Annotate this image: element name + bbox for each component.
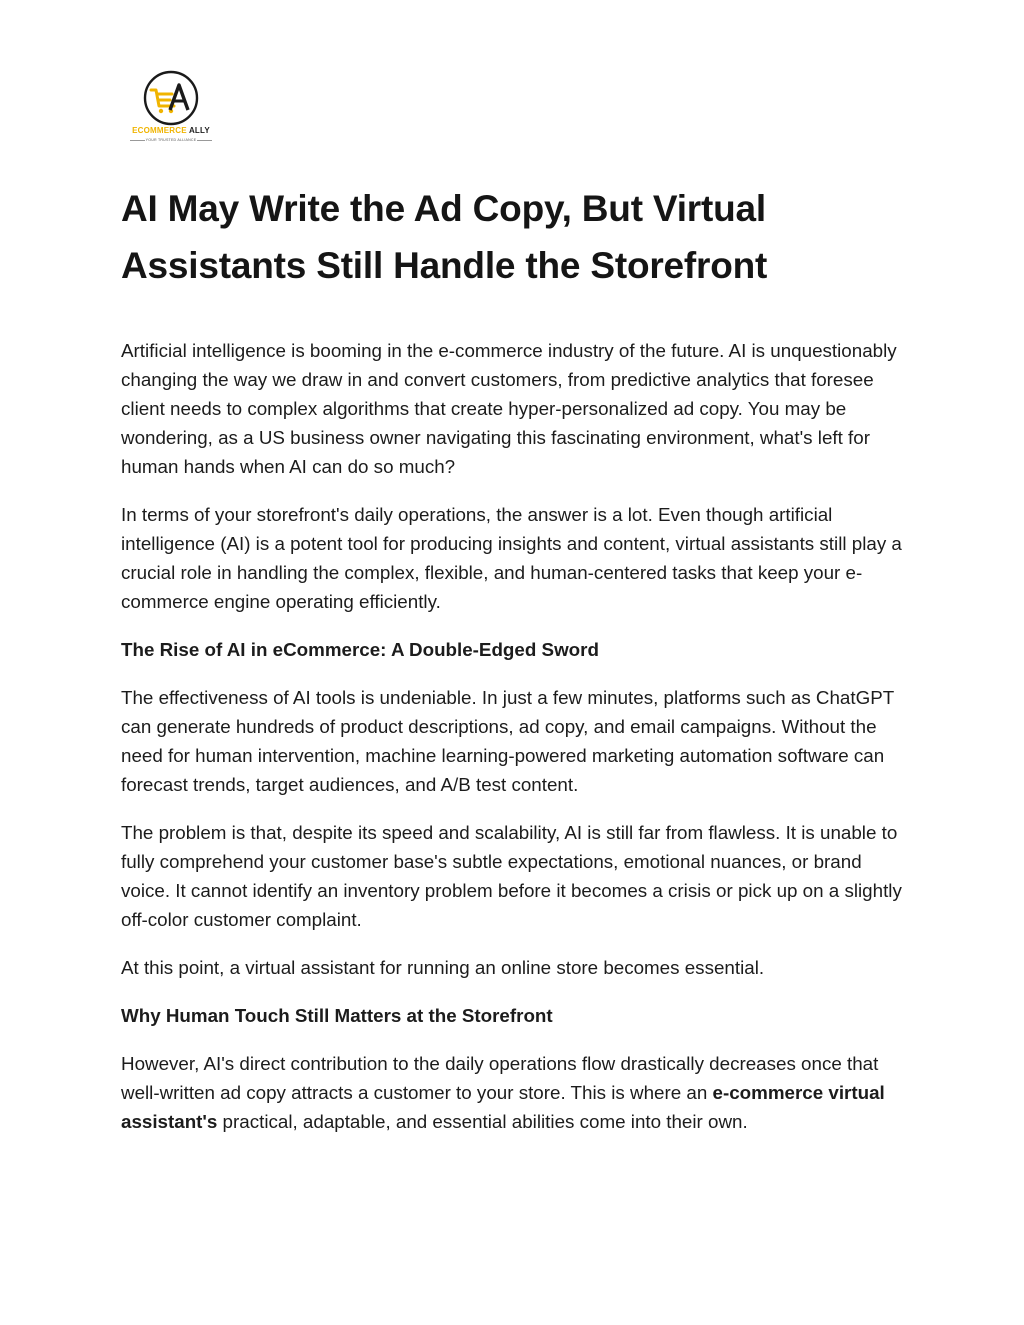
article-title: AI May Write the Ad Copy, But Virtual Assistants Still Handle the Storefront (121, 188, 768, 286)
article (121, 180, 911, 1155)
paragraph-human-touch-text-2: practical, adaptable, and essential abilities come into their own. (217, 1111, 748, 1132)
logo-tagline: YOUR TRUSTED ALLIANCE (145, 138, 197, 142)
section-heading-rise-of-ai: The Rise of AI in eCommerce: A Double-Edged Sword (121, 639, 599, 660)
logo-wordmark-part2: ALLY (188, 126, 210, 135)
paragraph-intro: Artificial intelligence is booming in the e-commerce industry of the future. AI is unquestionably changing the way we draw in and convert customers, from predictive analytics that foresee client needs to complex algorithms that create hyper-personalized ad copy. You may be wondering, as a US business owner navigating this fascinating environment, what's left for human hands when AI can do so much? (121, 340, 897, 477)
section-heading-human-touch: Why Human Touch Still Matters at the Storefront (121, 1005, 553, 1026)
logo-divider-right (197, 140, 212, 141)
paragraph-virtual-assistant: At this point, a virtual assistant for running an online store becomes essential. (121, 957, 765, 978)
paragraph-ai-effectiveness: The effectiveness of AI tools is undeniable. In just a few minutes, platforms such as ChatGPT can generate hundreds of product descriptions, ad copy, and email campaigns. Without the need for human intervention, machine learning-powered marketing automation software can forecast trends, target audiences, and A/B test content. (121, 687, 894, 795)
bold-link-text: e-commerce virtual assistant's (121, 1082, 885, 1132)
cart-logo-icon (128, 70, 214, 126)
logo-wordmark (128, 126, 214, 135)
company-logo (128, 70, 214, 146)
paragraph-operations: In terms of your storefront's daily operations, the answer is a lot. Even though artificial intelligence (AI) is a potent tool for producing insights and content, virtual assistants still play a crucial role in handling the complex, flexible, and human-centered tasks that keep your e-commerce engine operating efficiently. (121, 504, 902, 612)
paragraph-ai-problem: The problem is that, despite its speed and scalability, AI is still far from flawless. It is unable to fully comprehend your customer base's subtle expectations, emotional nuances, or brand voice. It cannot identify an inventory problem before it becomes a crisis or pick up on a slightly off-color customer complaint. (121, 822, 902, 930)
paragraph-human-touch (121, 1049, 911, 1136)
logo-wordmark-part1: ECOMMERCE (132, 126, 187, 135)
paragraph-human-touch-text-1: However, AI's direct contribution to the daily operations flow drastically decreases once that well-written ad copy attracts a customer to your store. This is where an (121, 1053, 879, 1103)
